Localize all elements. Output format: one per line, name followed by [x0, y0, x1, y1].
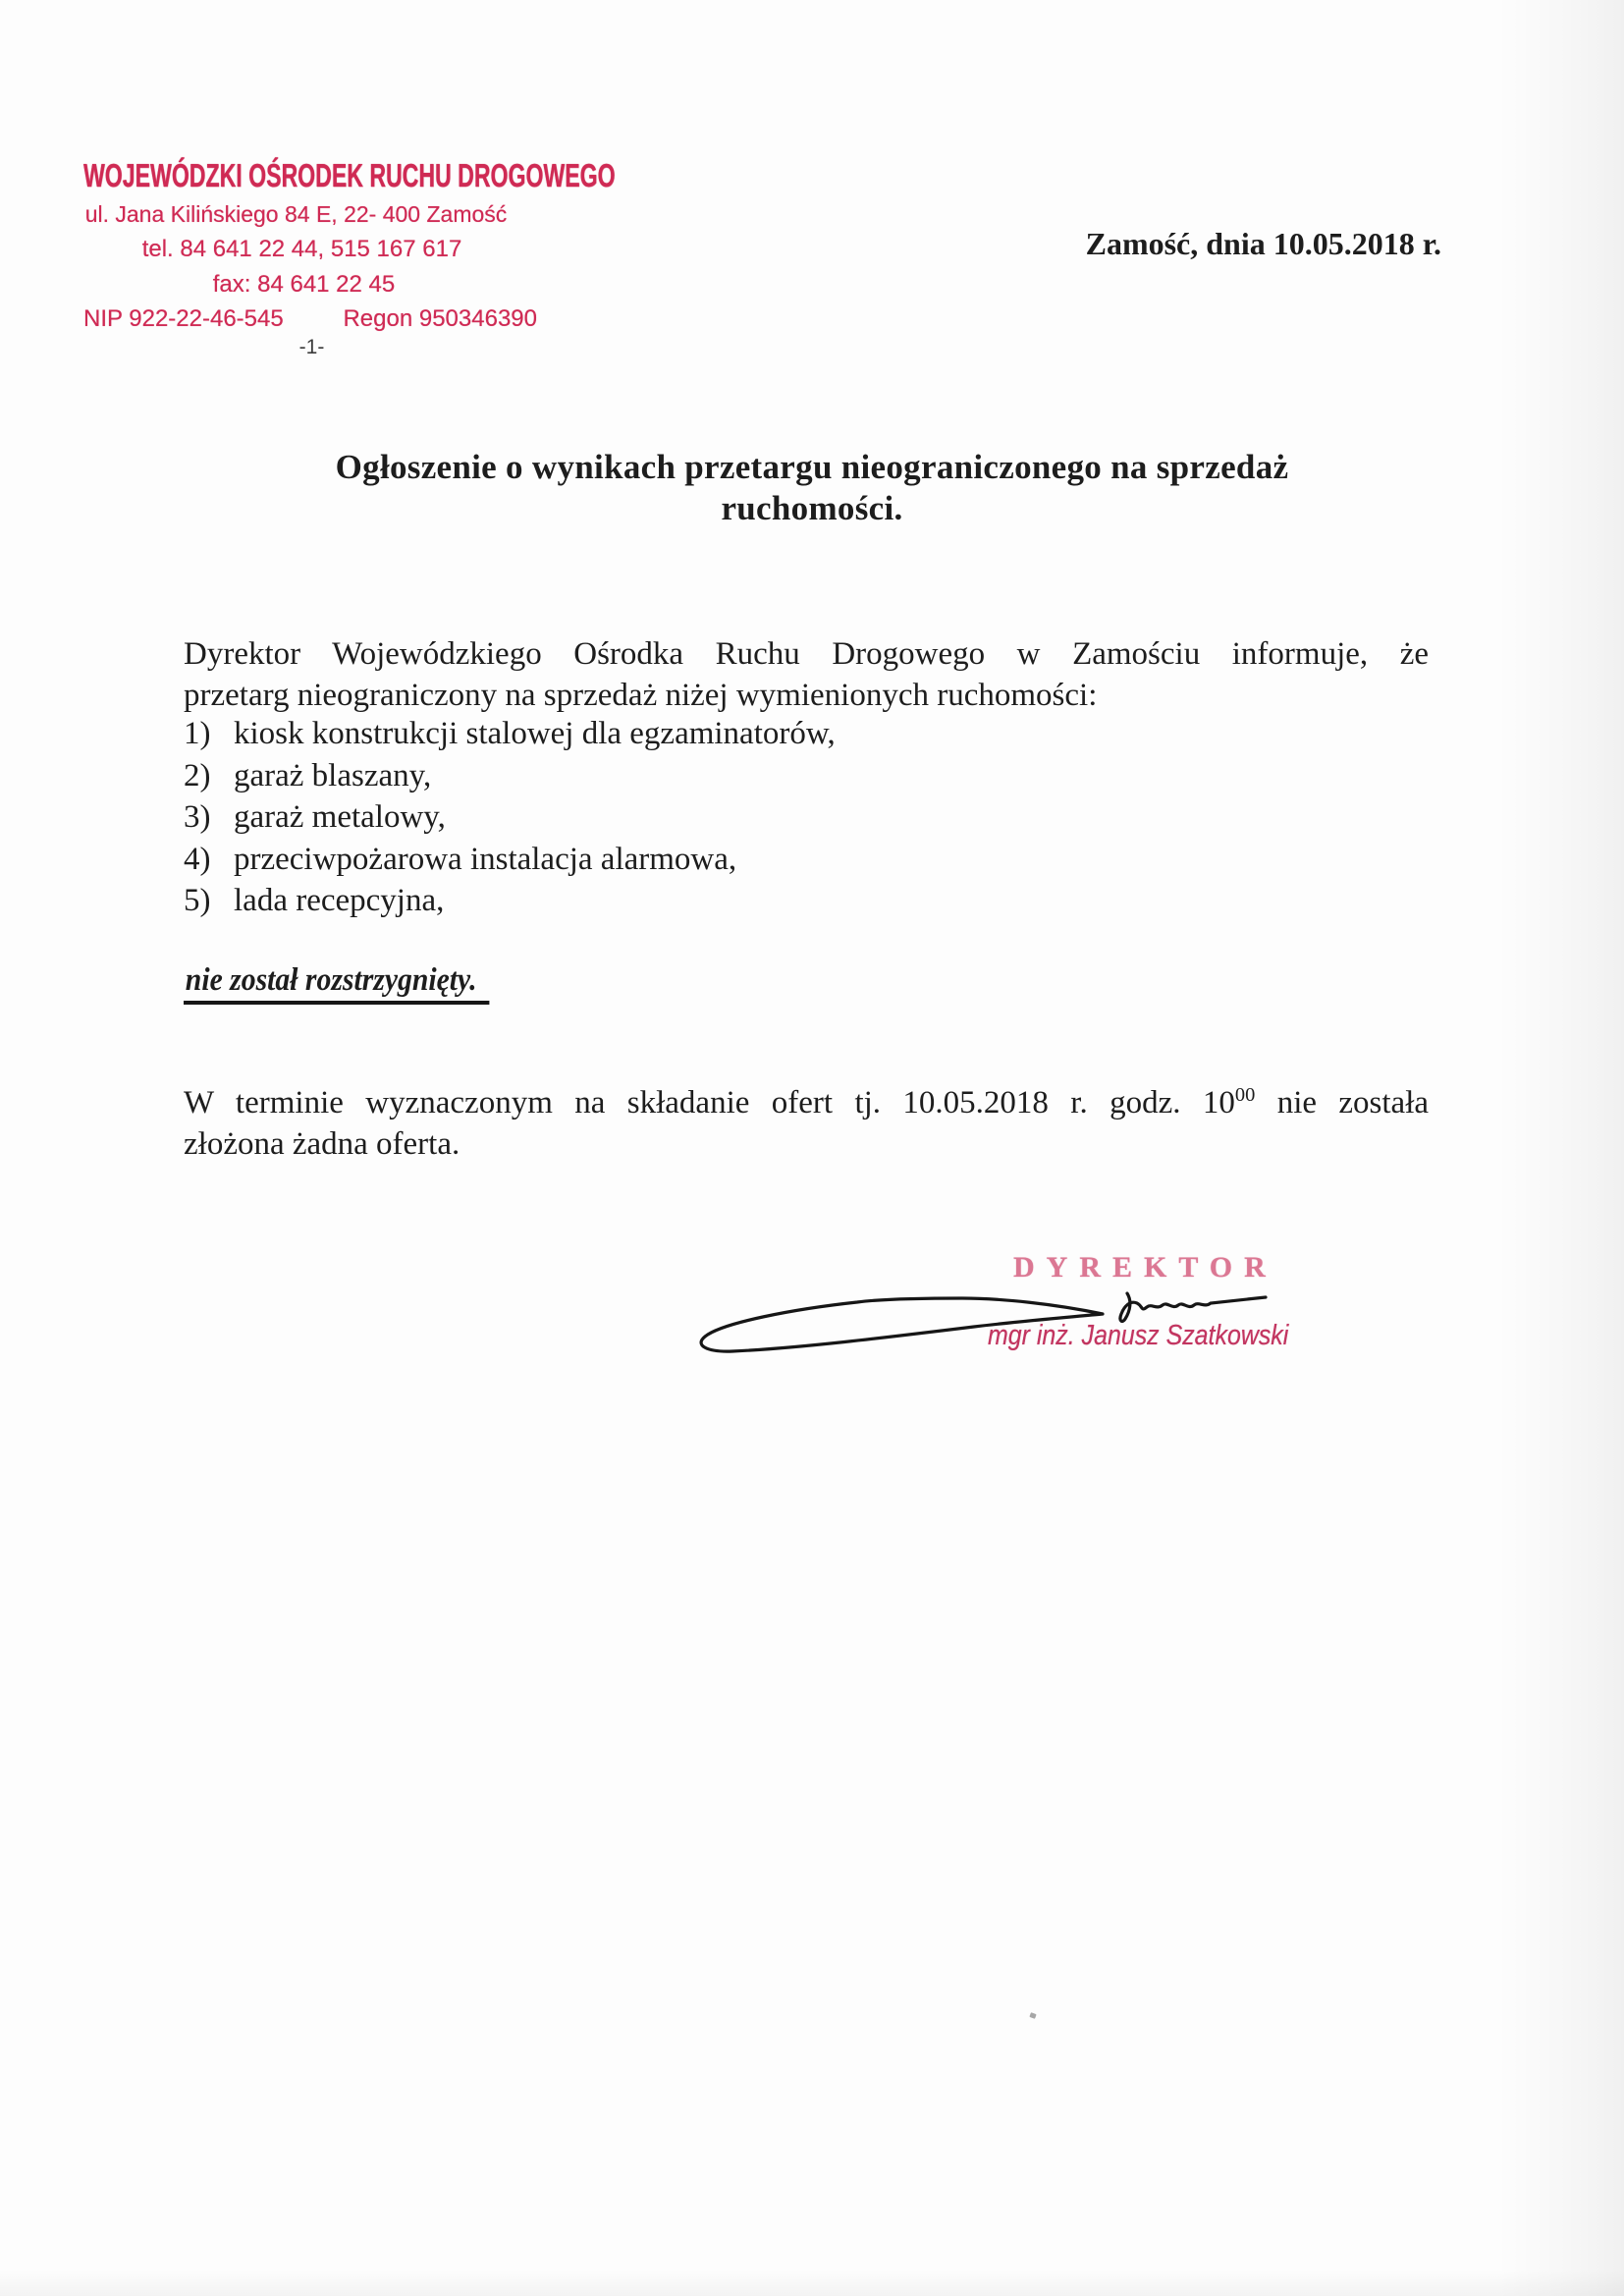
org-nip: NIP 922-22-46-545 [83, 305, 284, 332]
result-statement: nie został rozstrzygnięty. [184, 962, 489, 1005]
org-phone: tel. 84 641 22 44, 515 167 617 [141, 236, 462, 262]
list-item [184, 842, 1429, 884]
intro-line-2: przetarg nieograniczony na sprzedaż niżej wymienionych ruchomości: [184, 677, 1098, 713]
list-item-number: 2) [184, 757, 211, 793]
director-name-stamp: mgr inż. Janusz Szatkowski [988, 1320, 1289, 1351]
director-title-stamp: DYREKTOR [1013, 1251, 1277, 1284]
org-address: ul. Jana Kilińskiego 84 E, 22- 400 Zamość [84, 201, 508, 227]
title-line-2: ruchomości. [721, 489, 903, 527]
list-item-text: przeciwpożarowa instalacja alarmowa, [234, 841, 737, 877]
title-line-1: Ogłoszenie o wynikach przetargu nieograniczonego na sprzedaż [335, 448, 1289, 486]
scan-edge-shading-bottom [0, 2270, 1624, 2296]
page-number: -1- [298, 336, 325, 358]
list-item [184, 758, 1429, 800]
list-item-number: 3) [184, 799, 211, 836]
org-name: WOJEWÓDZKI OŚRODEK RUCHU DROGOWEGO [83, 157, 616, 193]
list-item-text: garaż metalowy, [234, 799, 446, 836]
list-item [184, 799, 1429, 842]
intro-line-1: Dyrektor Wojewódzkiego Ośrodka Ruchu Drogowego w Zamościu informuje, że [184, 636, 1429, 672]
closing-line-2: złożona żadna oferta. [184, 1125, 460, 1162]
list-item-text: garaż blaszany, [234, 757, 432, 793]
org-rubber-stamp [83, 157, 616, 359]
list-item-number: 1) [184, 716, 211, 751]
scan-edge-shading [1496, 0, 1624, 2296]
list-item-number: 4) [184, 841, 211, 877]
scan-speck [1029, 2012, 1036, 2019]
closing-line-1: W terminie wyznaczonym na składanie ofert tj. 10.05.2018 r. godz. $10^{00}$ nie została [184, 1084, 1430, 1121]
items-list [184, 716, 1429, 925]
org-nip-regon-row [83, 305, 537, 333]
list-item-number: 5) [184, 883, 211, 919]
closing-paragraph [184, 1083, 1429, 1165]
hour-superscript: 00 [1234, 1084, 1256, 1106]
date-line: Zamość, dnia 10.05.2018 r. [1085, 226, 1441, 261]
org-fax: fax: 84 641 22 45 [212, 271, 396, 298]
list-item [184, 716, 1429, 758]
list-item-text: kiosk konstrukcji stalowej dla egzaminatorów, [234, 716, 836, 751]
list-item [184, 883, 1429, 925]
list-item-text: lada recepcyjna, [234, 883, 445, 919]
intro-paragraph [184, 634, 1429, 716]
document-title [0, 447, 1624, 529]
org-regon: Regon 950346390 [343, 305, 537, 332]
